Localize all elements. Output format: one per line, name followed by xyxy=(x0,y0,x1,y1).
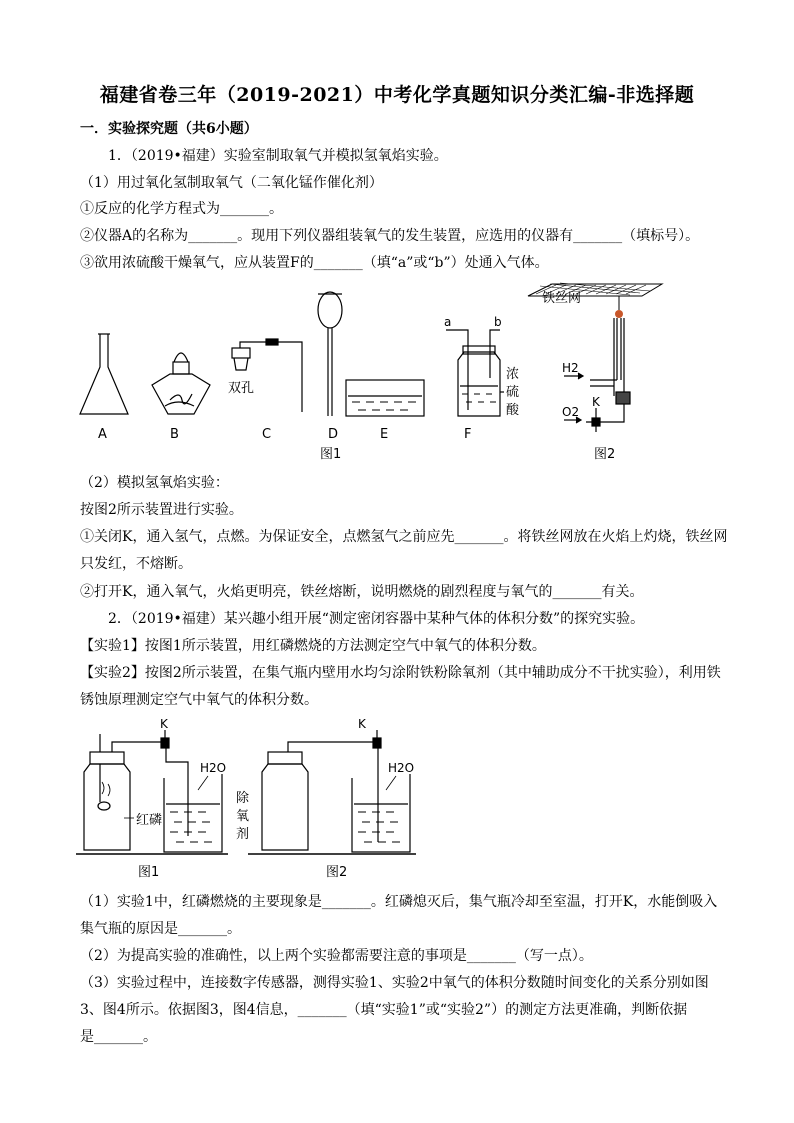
gas-collecting-bottle-1-icon xyxy=(84,734,188,850)
label-deoxidizer-1: 除 xyxy=(236,791,250,806)
stopper-tube-icon xyxy=(232,339,302,412)
gas-collecting-bottle-2-icon xyxy=(262,742,378,850)
q1-part1-b: ②仪器A的名称为_______。现用下列仪器组装氧气的发生装置，应选用的仪器有_______（填标号）。 xyxy=(80,228,700,244)
label-k: K xyxy=(592,395,600,409)
q1-part1-a: ①反应的化学方程式为_______。 xyxy=(80,201,283,217)
label-D: D xyxy=(328,427,339,442)
figure-1-caption: 图1 xyxy=(320,447,342,462)
q2-sub3-c: 是_______。 xyxy=(80,1029,157,1045)
q1-part1-c: ③欲用浓硫酸干燥氧气，应从装置F的_______（填“a”或“b”）处通入气体。 xyxy=(80,255,549,271)
q2-sub1-b: 集气瓶的原因是_______。 xyxy=(80,921,241,937)
flame-icon xyxy=(615,310,623,318)
label-C: C xyxy=(262,427,272,442)
label-k-fig2: K xyxy=(358,717,366,731)
label-B: B xyxy=(170,427,179,442)
q1-stem: 1．（2019•福建）实验室制取氧气并模拟氢氧焰实验。 xyxy=(108,148,448,164)
label-f-b: b xyxy=(494,315,502,329)
label-h2o-fig2: H2O xyxy=(388,761,415,775)
figure-1-caption-q2: 图1 xyxy=(138,865,160,880)
label-f-a: a xyxy=(444,315,452,329)
q1-part2-b2: 只发红，不熔断。 xyxy=(80,556,192,572)
q2-sub2: （2）为提高实验的准确性，以上两个实验都需要注意的事项是_______（写一点）。 xyxy=(80,948,593,964)
water-trough-icon xyxy=(346,380,424,416)
q2-exp2-b: 锈蚀原理测定空气中氧气的体积分数。 xyxy=(80,692,318,708)
q1-part1: （1）用过氧化氢制取氧气（二氧化锰作催化剂） xyxy=(80,175,383,191)
label-deoxidizer-3: 剂 xyxy=(236,827,250,842)
label-acid-2: 硫 xyxy=(506,385,520,400)
q1-part2-a: 按图2所示装置进行实验。 xyxy=(80,502,243,518)
q2-exp1: 【实验1】按图1所示装置，用红磷燃烧的方法测定空气中氧气的体积分数。 xyxy=(80,638,546,654)
q2-sub1-a: （1）实验1中，红磷燃烧的主要现象是_______。红磷熄灭后，集气瓶冷却至室温，打开K，水能倒吸入 xyxy=(80,894,718,910)
long-neck-funnel-icon xyxy=(318,292,342,416)
label-double-hole: 双孔 xyxy=(228,381,255,396)
q2-sub3-a: （3）实验过程中，连接数字传感器，测得实验1、实验2中氧气的体积分数随时间变化的关系分别如图 xyxy=(80,975,709,991)
q1-part2-c: ②打开K，通入氧气，火焰更明亮，铁丝熔断，说明燃烧的剧烈程度与氧气的_______有关。 xyxy=(80,584,644,600)
q1-apparatus-figure xyxy=(70,282,670,470)
label-k-fig1: K xyxy=(160,717,168,731)
alcohol-lamp-icon xyxy=(152,353,210,414)
q2-sub3-b: 3、图4所示。依据图3，图4信息，_______（填“实验1”或“实验2”）的测定方法更准确，判断依据 xyxy=(80,1002,688,1018)
q2-stem: 2．（2019•福建）某兴趣小组开展“测定密闭容器中某种气体的体积分数”的探究实验。 xyxy=(108,611,645,627)
label-h2: H2 xyxy=(562,361,579,375)
section-heading: 一．实验探究题（共6小题） xyxy=(80,121,258,137)
label-A: A xyxy=(98,427,107,442)
label-red-phosphorus: 红磷 xyxy=(136,813,163,828)
label-F: F xyxy=(464,427,472,442)
label-o2: O2 xyxy=(562,405,580,419)
q2-apparatus-figure xyxy=(76,716,516,886)
q1-part2: （2）模拟氢氧焰实验： xyxy=(80,475,229,491)
label-acid-1: 浓 xyxy=(506,367,520,382)
figure-2-caption-q2: 图2 xyxy=(326,865,348,880)
q2-exp2-a: 【实验2】按图2所示装置，在集气瓶内壁用水均匀涂附铁粉除氧剂（其中辅助成分不干扰实验），利用铁 xyxy=(80,665,721,681)
label-E: E xyxy=(380,427,389,442)
conical-flask-icon xyxy=(80,334,128,414)
label-h2o-fig1: H2O xyxy=(200,761,227,775)
label-wire-mesh: 铁丝网 xyxy=(542,291,582,306)
label-deoxidizer-2: 氧 xyxy=(236,809,250,824)
label-acid-3: 酸 xyxy=(506,403,520,418)
beaker-1-icon xyxy=(164,774,222,852)
figure-2-caption: 图2 xyxy=(594,447,616,462)
gas-washing-bottle-icon xyxy=(446,330,504,416)
q1-part2-b1: ①关闭K，通入氢气，点燃。为保证安全，点燃氢气之前应先_______。将铁丝网放在火焰上灼烧，铁丝网 xyxy=(80,529,728,545)
beaker-2-icon xyxy=(352,774,410,852)
page-title: 福建省卷三年（2019-2021）中考化学真题知识分类汇编-非选择题 xyxy=(99,84,695,106)
